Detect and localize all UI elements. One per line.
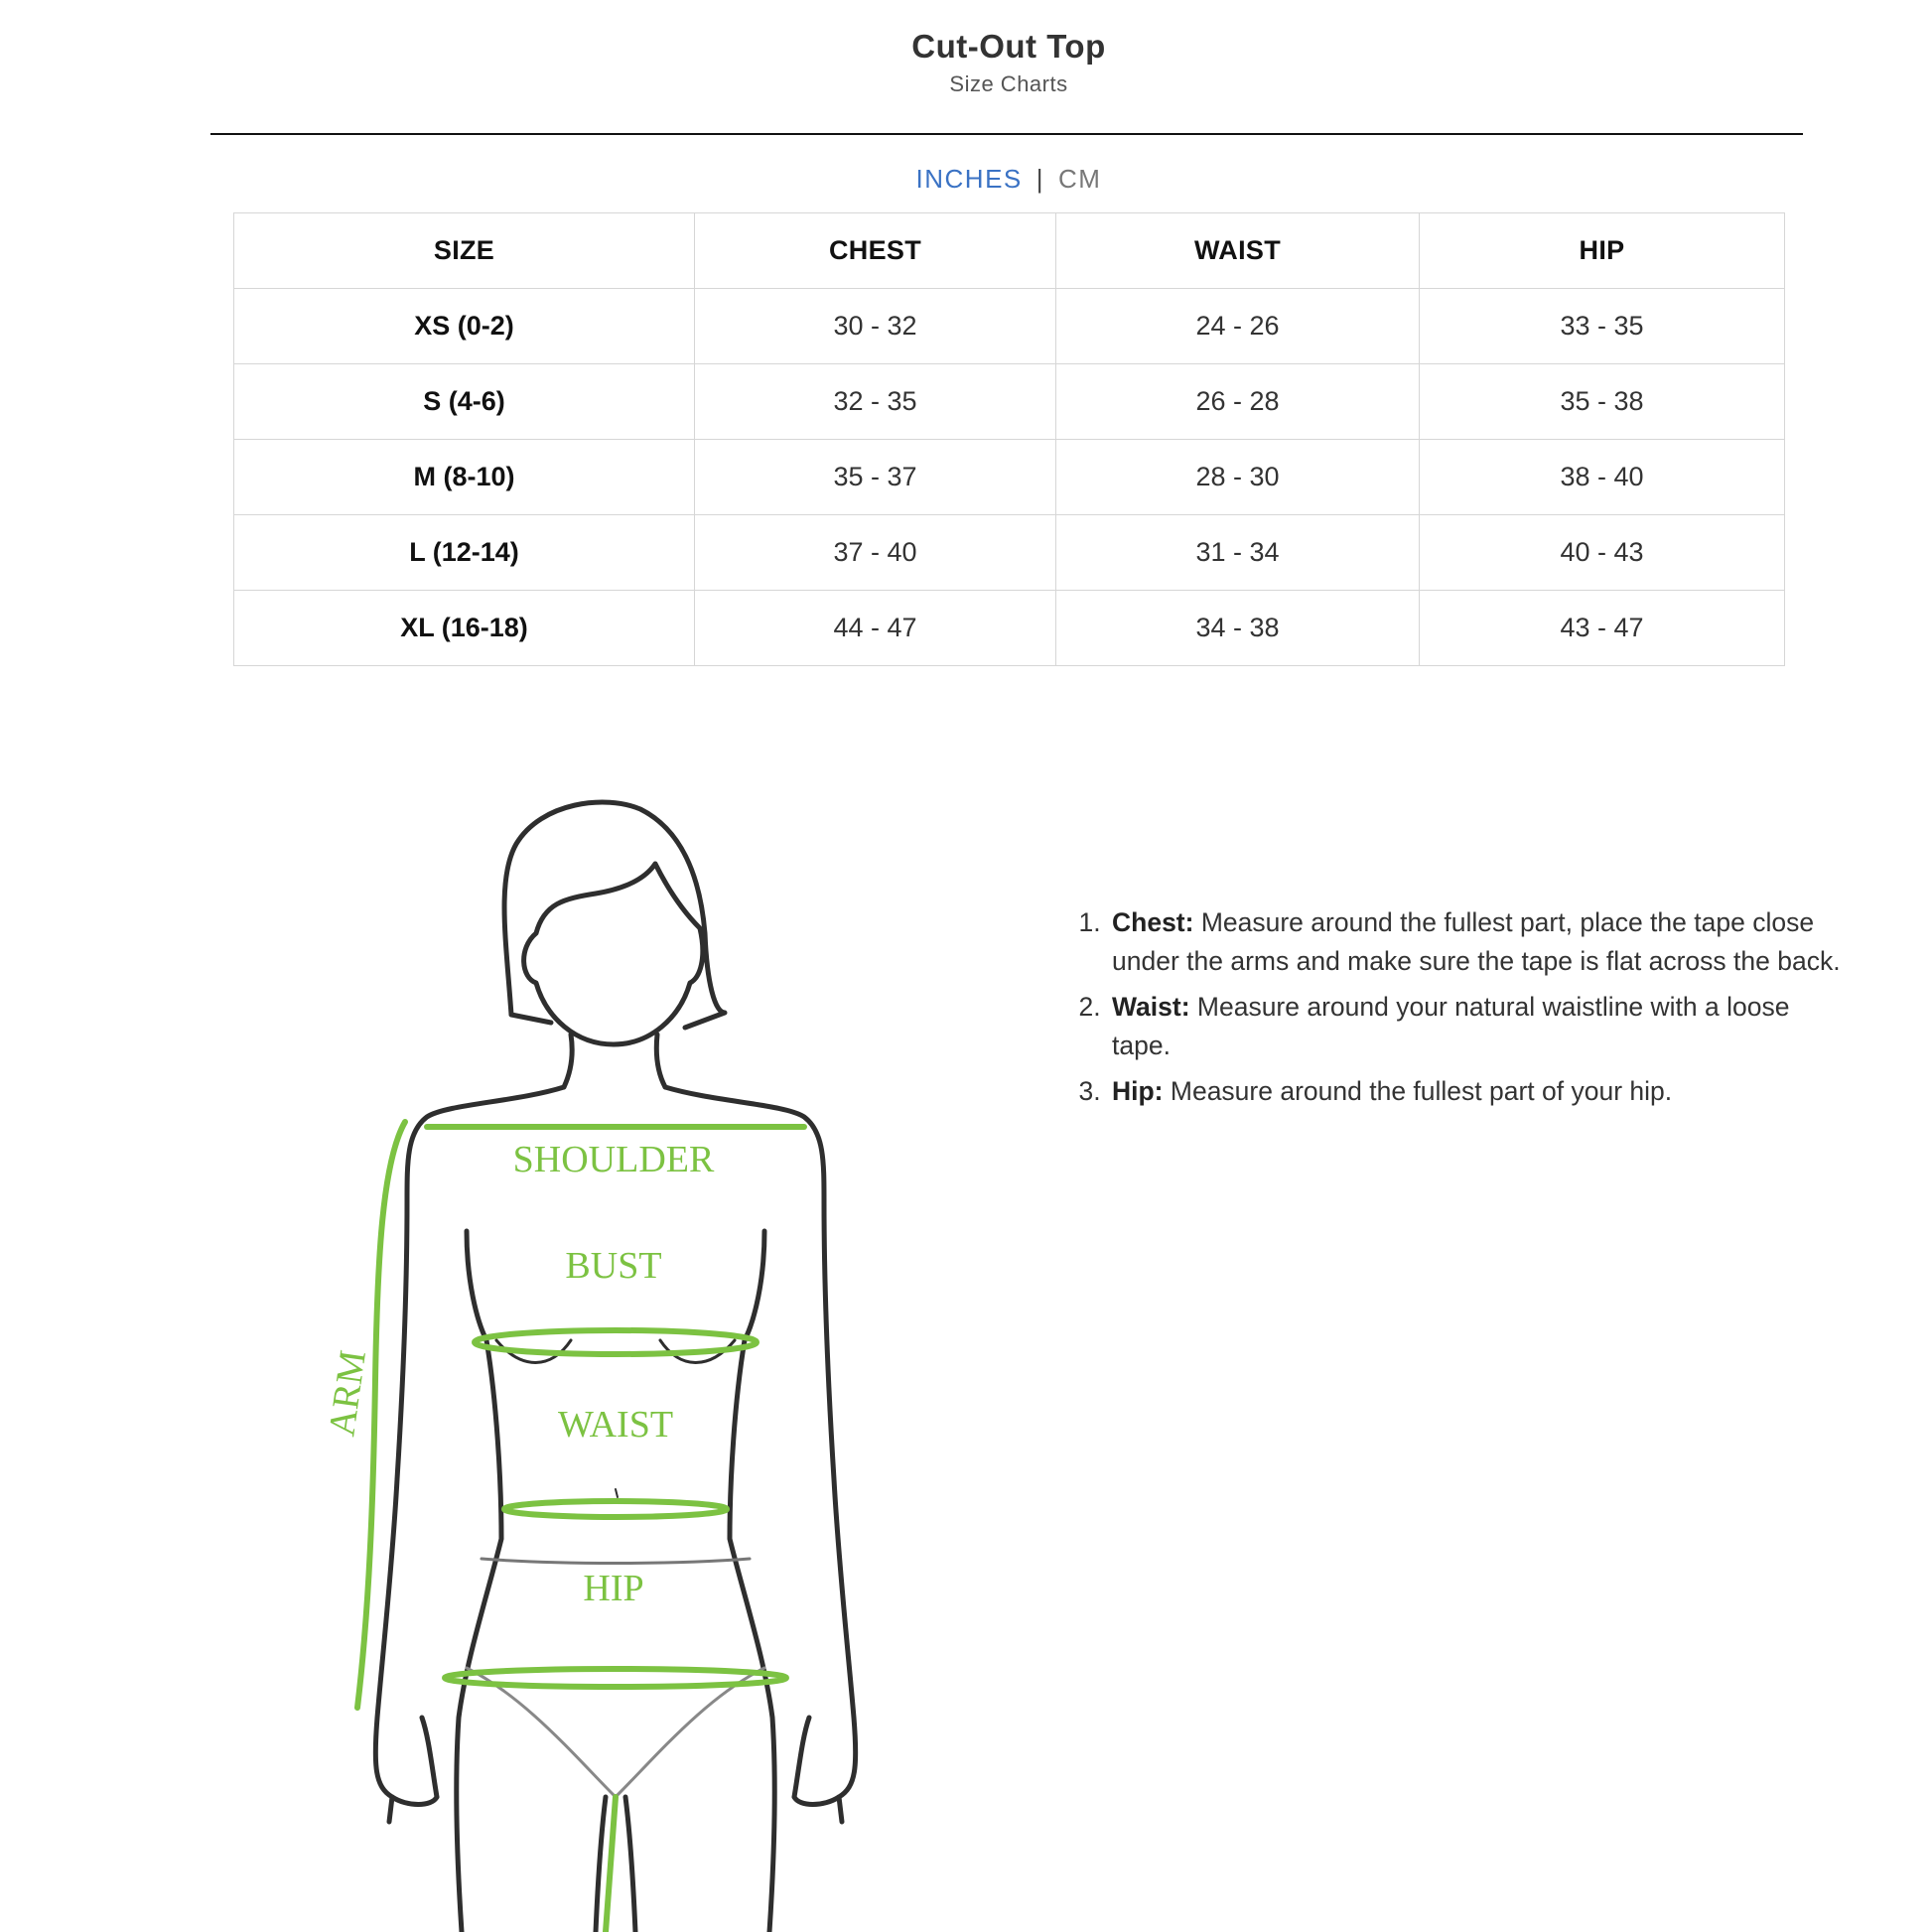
- navel: [616, 1489, 618, 1497]
- size-cell: S (4-6): [234, 364, 695, 440]
- size-cell: L (12-14): [234, 515, 695, 591]
- instruction-text: Measure around the fullest part, place the tape close under the arms and make sure the tape is flat across the back.: [1112, 907, 1841, 976]
- page-title: Cut-Out Top: [911, 28, 1106, 65]
- column-header-hip: HIP: [1420, 213, 1785, 289]
- right-body-outline: [665, 1087, 856, 1805]
- waist-cell: 31 - 34: [1056, 515, 1420, 591]
- header-divider: [210, 133, 1803, 135]
- size-cell: M (8-10): [234, 440, 695, 515]
- unit-cm-toggle[interactable]: CM: [1058, 164, 1102, 194]
- table-row: [234, 591, 1785, 666]
- size-cell: XL (16-18): [234, 591, 695, 666]
- instruction-item: [1108, 988, 1843, 1065]
- size-chart-table: [233, 212, 1785, 666]
- table-row: [234, 289, 1785, 364]
- hip-measure-ellipse: [445, 1669, 786, 1687]
- table-row: [234, 440, 1785, 515]
- instruction-item: [1108, 1072, 1843, 1111]
- underwear-top: [482, 1559, 750, 1564]
- chest-cell: 35 - 37: [695, 440, 1056, 515]
- hip-cell: 35 - 38: [1420, 364, 1785, 440]
- column-header-size: SIZE: [234, 213, 695, 289]
- hip-label: HIP: [583, 1568, 644, 1609]
- column-header-chest: CHEST: [695, 213, 1056, 289]
- instruction-term: Waist:: [1112, 992, 1190, 1022]
- table-row: [234, 364, 1785, 440]
- bust-label: BUST: [565, 1245, 662, 1287]
- table-row: [234, 515, 1785, 591]
- instruction-text: Measure around the fullest part of your hip.: [1163, 1076, 1673, 1106]
- waist-cell: 26 - 28: [1056, 364, 1420, 440]
- unit-toggle: [0, 164, 1932, 195]
- leg-measure-line: [606, 1797, 616, 1932]
- left-body-outline: [375, 1087, 564, 1805]
- instruction-term: Chest:: [1112, 907, 1194, 937]
- chest-cell: 37 - 40: [695, 515, 1056, 591]
- hip-cell: 38 - 40: [1420, 440, 1785, 515]
- measurement-instructions: [1068, 903, 1843, 1118]
- instruction-item: [1108, 903, 1843, 981]
- instruction-term: Hip:: [1112, 1076, 1164, 1106]
- table-header-row: [234, 213, 1785, 289]
- column-header-waist: WAIST: [1056, 213, 1420, 289]
- hip-cell: 43 - 47: [1420, 591, 1785, 666]
- page-header: [0, 28, 1932, 97]
- shoulder-label: SHOULDER: [512, 1139, 715, 1180]
- arm-label: ARM: [321, 1347, 374, 1440]
- chest-cell: 44 - 47: [695, 591, 1056, 666]
- unit-separator: |: [1035, 164, 1045, 194]
- chest-cell: 30 - 32: [695, 289, 1056, 364]
- bust-measure-ellipse: [475, 1330, 757, 1354]
- waist-measure-ellipse: [504, 1501, 727, 1517]
- hair-left: [511, 1015, 551, 1023]
- size-cell: XS (0-2): [234, 289, 695, 364]
- chest-cell: 32 - 35: [695, 364, 1056, 440]
- page-subtitle: Size Charts: [949, 71, 1068, 96]
- unit-inches-toggle[interactable]: INCHES: [915, 164, 1023, 194]
- waist-label: WAIST: [557, 1404, 674, 1446]
- hip-cell: 40 - 43: [1420, 515, 1785, 591]
- waist-cell: 28 - 30: [1056, 440, 1420, 515]
- instruction-text: Measure around your natural waistline with a loose tape.: [1112, 992, 1790, 1060]
- face-outline: [524, 864, 703, 1044]
- waist-cell: 34 - 38: [1056, 591, 1420, 666]
- body-measurement-diagram: [298, 784, 913, 1932]
- hip-cell: 33 - 35: [1420, 289, 1785, 364]
- waist-cell: 24 - 26: [1056, 289, 1420, 364]
